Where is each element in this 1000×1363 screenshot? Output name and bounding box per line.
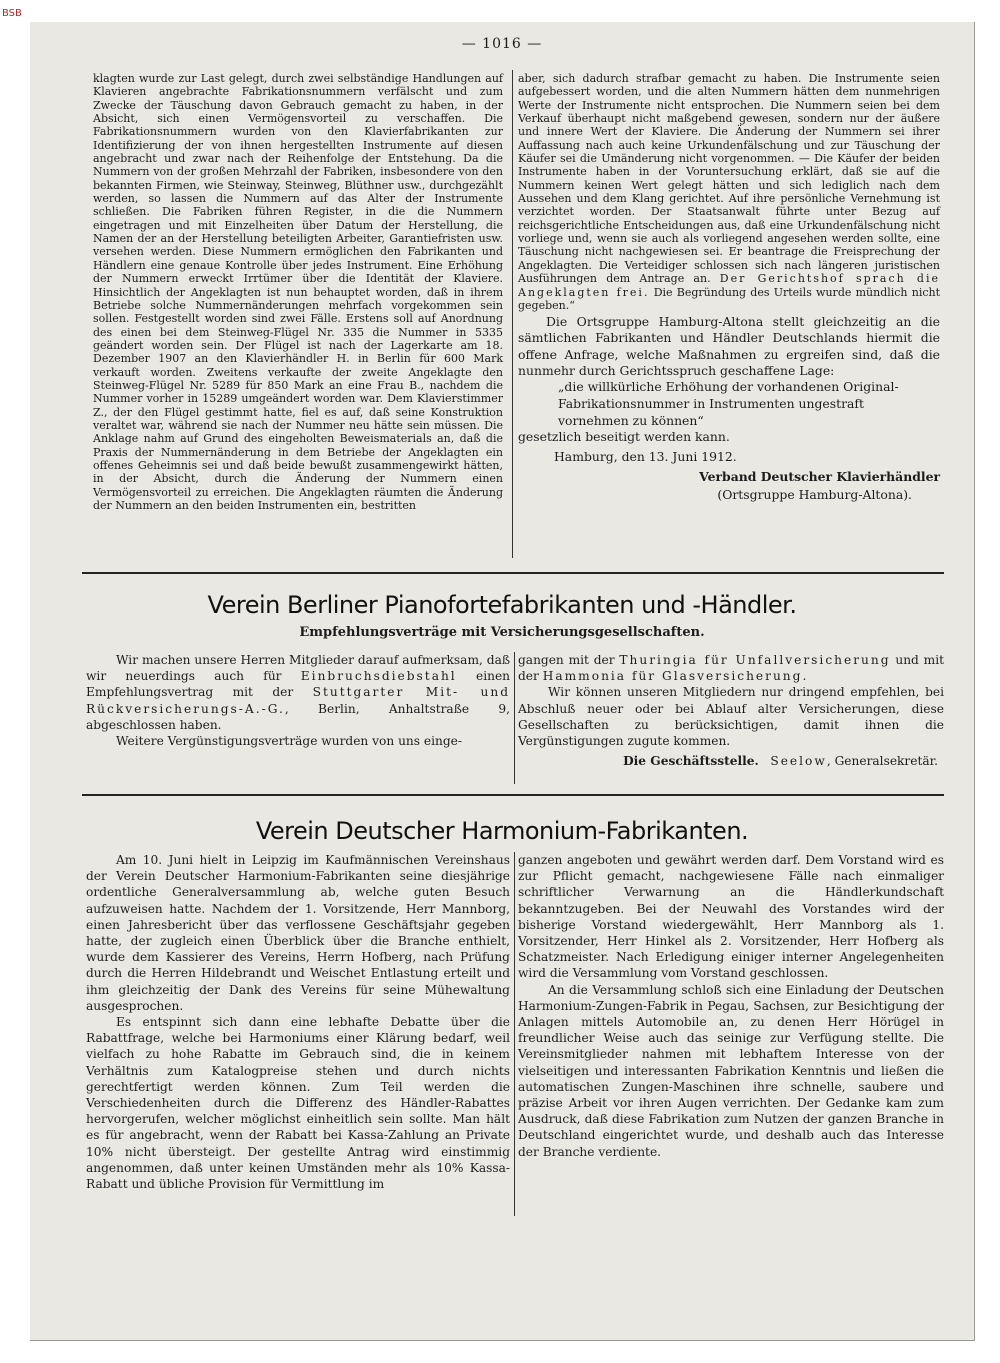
- section2-signoff-name: Seelow: [770, 754, 827, 769]
- open-appeal: Die Ortsgruppe Hamburg-Altona stellt gleichzeitig an die sämtlichen Fabrikanten und Händler Deutschlands hiermit die offene Anfrage, welche Maßnahmen zu ergreifen sind, daß die nunmehr durch Gerichtsspruch geschaffene Lage:: [518, 314, 940, 378]
- section3-right-p1: ganzen angeboten und gewährt werden darf. Dem Vorstand wird es zur Pflicht gemacht, nachgewiesene Fälle nach einmaliger schriftlicher Verwarnung an die Händlerkundschaft bekanntzugeben. Bei der Neuwahl des Vorstandes wird der bisherige Vorstand wiedergewählt, Herr Mannborg als 1. Vorsitzender, Herr Hinkel als 2. Vorsitzender, Herr Hofberg als Schatzmeister. Nach Erledigung einiger interner Angelegenheiten wird die Versammlung vom Vorstand geschlossen.: [518, 853, 944, 981]
- appeal-closing: gesetzlich beseitigt werden kann.: [518, 429, 730, 445]
- section-separator-2: [82, 794, 944, 796]
- section2-insurer-stuttgart: Stuttgarter Mit- und Rückversicherungs-A.-G.: [86, 685, 510, 716]
- section2-left-p1e: , Berlin, Anhaltstraße 9, abgeschlossen haben.: [86, 701, 510, 732]
- section2-signoff-title: , Generalsekretär.: [826, 754, 938, 769]
- article1-right-text-end: Die Begründung des Urteils wurde mündlich nicht gegeben.“: [518, 285, 941, 312]
- section3-right-p2: An die Versammlung schloß sich eine Einladung der Deutschen Harmonium-Zungen-Fabrik in Pegau, Sachsen, zur Besichtigung der Anlagen mittels Automobile an, zu denen Herr Hörügel in freundlicher Weise auch das seinige zur Verfügung stellte. Die Vereinsmitglieder nahmen mit lebhaftem Interesse von der vielseitigen und interessanten Fabrikation Kenntnis und ließen die automatischen Zungen-Maschinen ihre schnelle, saubere und präzise Arbeit vor ihren Augen verrichten. Der Gedanke kam zum Ausdruck, daß diese Fabrikation zum Nutzen der ganzen Branche in Deutschland eingerichtet wurde, und deshalb auch das Interesse der Branche verdiente.: [518, 982, 944, 1159]
- library-stamp: BSB: [2, 8, 22, 19]
- signature-subtitle: (Ortsgruppe Hamburg-Altona).: [717, 487, 912, 503]
- section2-burglary: Einbruchsdiebstahl: [300, 669, 457, 684]
- article1-left-column: [93, 72, 503, 512]
- column-divider: [512, 70, 513, 558]
- section2-right-p1a: gangen mit der: [518, 653, 615, 667]
- section3-right-column: [518, 852, 944, 1160]
- section2-hammonia: Hammonia für Glasversicherung.: [542, 669, 809, 684]
- signature-association: Verband Deutscher Klavierhändler: [699, 469, 940, 485]
- section3-left-column: [86, 852, 510, 1192]
- section2-subtitle: Empfehlungsverträge mit Versicherungsgesellschaften.: [299, 625, 705, 640]
- page-number: — 1016 —: [461, 36, 543, 52]
- section2-left-p1c: einen Empfehlungsvertrag mit der: [86, 669, 511, 700]
- column-divider-2: [514, 652, 515, 784]
- section3-left-p2: Es entspinnt sich dann eine lebhafte Debatte über die Rabattfrage, welche bei Harmoniums einer Klärung bedarf, weil vielfach zu hohe Rabatte im Gebrauch sind, die in keinem Verhältnis zum Katalogpreise stehen und durch nichts gerechtfertigt werden können. Zum Teil werden die Verschiedenheiten durch die Differenz des Händler-Rabattes hervorgerufen, welcher möglichst einheitlich sein sollte. Man hält es für angebracht, wenn der Rabatt bei Kassa-Zahlung an Private 10% nicht übersteigt. Der gestellte Antrag wird einstimmig angenommen, daß unter keinen Umständen mehr als 10% Kassa-Rabatt und übliche Provision für Vermittlung im: [86, 1015, 510, 1192]
- section2-left-p2: Weitere Vergünstigungsverträge wurden von uns einge-: [116, 734, 463, 749]
- column-divider-3: [514, 852, 515, 1216]
- section-separator-1: [82, 572, 944, 574]
- newspaper-page: [30, 22, 975, 1341]
- section2-title: Verein Berliner Pianofortefabrikanten und -Händler.: [207, 591, 797, 619]
- section2-left-column: [86, 652, 510, 749]
- section2-left-p1a: Wir machen unsere Herren Mitglieder darauf aufmerksam, daß wir neuerdings auch für: [86, 653, 510, 684]
- article1-right-column: [518, 72, 940, 503]
- section2-thuringia: Thuringia für Unfallversicherung: [619, 653, 891, 667]
- court-verdict: Der Gerichtshof sprach die Angeklagten frei.: [518, 272, 940, 299]
- section2-right-p2: Wir können unseren Mitgliedern nur dringend empfehlen, bei Abschluß neuer oder bei Ablauf alter Versicherungen, diese Gesellschaften zu berücksichtigen, damit ihnen die Vergünstigungen zugute kommen.: [518, 685, 944, 749]
- place-date: Hamburg, den 13. Juni 1912.: [554, 449, 737, 465]
- appeal-quote: „die willkürliche Erhöhung der vorhandenen Original-Fabrikationsnummer in Instrumenten ungestraft vornehmen zu können“: [558, 379, 899, 428]
- section3-left-p1: Am 10. Juni hielt in Leipzig im Kaufmännischen Vereinshaus der Verein Deutscher Harmonium-Fabrikanten seine diesjährige ordentliche Generalversammlung ab, welche guten Besuch aufzuweisen hatte. Nachdem der 1. Vorsitzende, Herr Mannborg, einen Jahresbericht über das verflossene Geschäftsjahr gegeben hatte, der zugleich einen Überblick über die Branche enthielt, wurde dem Kassierer des Vereins, Herrn Hofberg, nach Prüfung durch die Herren Hildebrandt und Weischet Entlastung erteilt und ihm gleichzeitig der Dank des Vereins für seine Mühewaltung ausgesprochen.: [86, 853, 510, 1013]
- section2-right-column: [518, 652, 944, 769]
- section3-title: Verein Deutscher Harmonium-Fabrikanten.: [255, 817, 749, 845]
- article1-left-text: klagten wurde zur Last gelegt, durch zwei selbständige Handlungen auf Klavieren angebrachte Fabrikationsnummern verfälscht und zum Zwecke der Täuschung davon Gebrauch gemacht zu haben, in der Absicht, sich einen Vermögensvorteil zu verschaffen. Die Fabrikationsnummern wurden von den Klavierfabrikanten zur Identifizierung der von ihnen hergestellten Instrumente auf diesen angebracht und zwar nach der Reihenfolge der Entstehung. Da die Nummern von der großen Mehrzahl der Fabriken, insbesondere von den bekannten Firmen, wie Steinway, Steinweg, Blüthner usw., durchgezählt werden, so lassen die Nummern auf das Alter der Instrumente schließen. Die Fabriken führen Register, in die die Nummern eingetragen und mit Einzelheiten über Datum der Herstellung, die Namen der an der Herstellung beteiligten Arbeiter, Garantiefristen usw. versehen werden. Diese Nummern ermöglichen den Fabrikanten und Händlern eine genaue Kontrolle über jedes Instrument. Eine Erhöhung der Nummern erweckt Irrtümer über die Identität der Klaviere. Hinsichtlich der Angeklagten ist nun behauptet worden, daß in ihrem Betriebe solche Nummernänderungen mehrfach vorgekommen sein sollen. Festgestellt worden sind zwei Fälle. Erstens soll auf Anordnung des einen bei dem Steinweg-Flügel Nr. 335 die Nummer in 5335 geändert worden sein. Der Flügel ist nach der Lagerkarte am 18. Dezember 1907 an den Klavierhändler H. in Berlin für 600 Mark verkauft worden. Zweitens verkaufte der zweite Angeklagte den Steinweg-Flügel Nr. 5289 für 850 Mark an eine Frau B., nachdem die Nummer vorher in 15289 umgeändert worden war. Dem Klavierstimmer Z., der den Flügel gestimmt hatte, fiel es auf, daß seine Konstruktion veraltet war, während sie nach der Nummer neu hätte sein müssen. Die Anklage nahm auf Grund des eingeholten Beweismaterials an, daß die Praxis der Nummernänderung in dem Betriebe der Angeklagten ein offenes Geheimnis sei und daß beide bewußt zusammengewirkt hätten, in der Absicht, durch die Änderung der Nummern einen Vermögensvorteil zu erreichen. Die Angeklagten räumten die Änderung der Nummern an den beiden Instrumenten ein, bestritten: [93, 72, 503, 512]
- section2-signoff: Die Geschäftsstelle.: [623, 754, 759, 769]
- article1-right-text: aber, sich dadurch strafbar gemacht zu haben. Die Instrumente seien aufgebessert worden, und die alten Nummern hätten dem nunmehrigen Werte der Instrumente nicht entsprochen. Die Nummern seien bei dem Verkauf überhaupt nicht maßgebend gewesen, sondern nur der äußere und innere Wert der Klaviere. Die Änderung der Nummern sei ihrer Auffassung nach auch keine Urkundenfälschung und zur Täuschung der Käufer sei die Umänderung nicht vorgenommen. — Die Käufer der beiden Instrumente haben in der Voruntersuchung erklärt, daß sie auf die Nummern keinen Wert gelegt hätten und sich lediglich nach dem Aussehen und dem Klang gerichtet. Auf ihre persönliche Vernehmung ist verzichtet worden. Der Staatsanwalt führte unter Bezug auf reichsgerichtliche Entscheidungen aus, daß eine Urkundenfälschung nicht vorliege und, wenn sie auch als vorliegend angesehen werden sollte, eine Täuschung nicht nachgewiesen sei. Er beantrage die Freisprechung der Angeklagten. Die Verteidiger schlossen sich nach längeren juristischen Ausführungen dem Antrage an.: [518, 72, 940, 286]
- section2-right-p1c: und mit der: [518, 653, 944, 684]
